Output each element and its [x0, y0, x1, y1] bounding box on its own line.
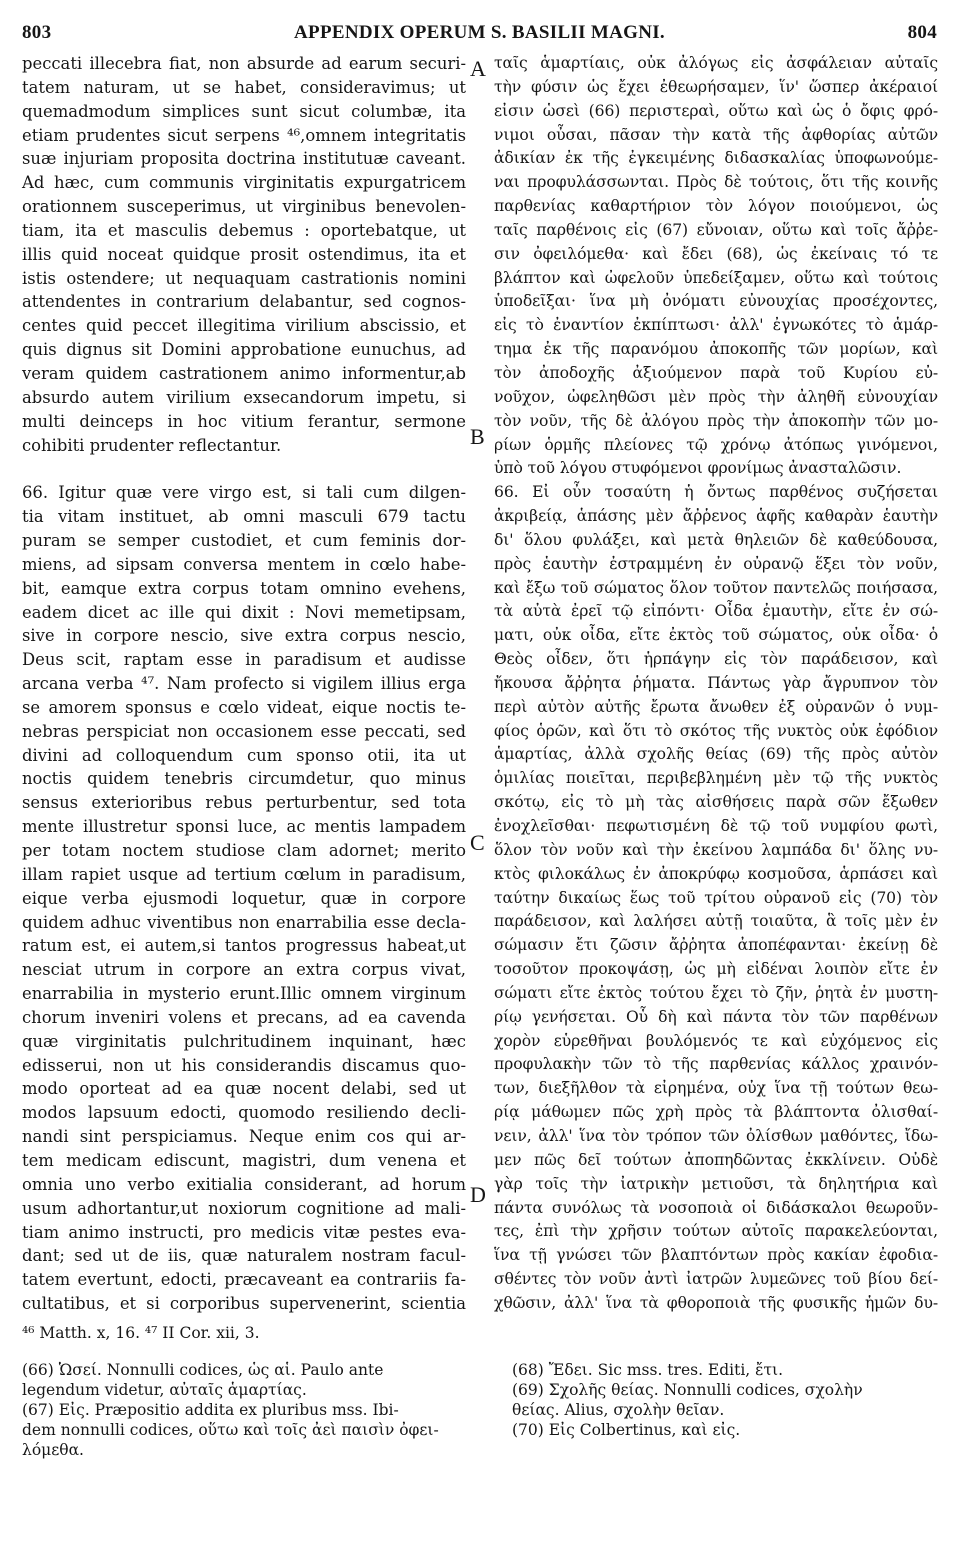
text-line: ὑποδεῖξαι· ἵνα μὴ ὀνόματι εὐνουχίας προσέχοντες,: [494, 292, 938, 311]
text-line: τὰ αὐτὰ ἐρεῖ τῷ εἰπόντι· Οἶδα ἐμαυτὴν, εἴτε ἐν σώ-: [494, 602, 938, 621]
text-line: centes quid peccet illegitima virilium abscissio, et: [22, 316, 466, 336]
text-line: τὸν νοῦν, τῆς δὲ ἀλόγου πρὸς τὴν ἀποκοπὴν τῶν μο-: [494, 411, 938, 430]
text-line: dant; sed ut de iis, quæ naturalem nostram facul-: [22, 1246, 466, 1266]
text-line: γὰρ τοῖς τὴν ἰατρικὴν μετιοῦσι, τὰ δηλητήρια καὶ: [494, 1174, 938, 1193]
text-line: attendentes in contrarium delabantur, sed cognos-: [22, 292, 466, 312]
text-line: edisserui, non ut his considerandis discamus quo-: [22, 1055, 466, 1075]
text-line: Θεὸς οἶδεν, ὅτι ἡρπάγην εἰς τὸν παράδεισον, καὶ: [494, 650, 938, 669]
text-line: quemadmodum simplices sunt sicut columbæ, ita: [22, 101, 466, 121]
text-line: multi deinceps in hoc vitium ferantur, sermone: [22, 411, 466, 431]
text-line: istis ostendere; ut nequaquam castrationis nomini: [22, 268, 466, 288]
text-line: περὶ αὐτὸν αὐτῆς ἔρωτα ἄνωθεν ἐξ οὐρανῶν ὁ νυμ-: [494, 697, 938, 716]
text-line: καὶ ἔξω τοῦ σώματος ὅλον τοῦτον παντελῶς ποιήσασα,: [494, 578, 938, 597]
footnote-line: (70) Εἰς Colbertinus, καὶ εἰς.: [512, 1421, 741, 1439]
text-line: 66. Igitur quæ vere virgo est, si tali cum dilgen-: [22, 483, 466, 503]
text-line: sive in corpore nescio, sive extra corpus nescio,: [22, 626, 466, 646]
text-line: absurdo autem virilium exsecandorum impetu, si: [22, 387, 466, 407]
footnote-line: (67) Εἰς. Præpositio addita ex pluribus mss. Ibi-: [22, 1401, 399, 1419]
text-line: δι' ὅλου φυλάξει, καὶ μετὰ θηλειῶν δὲ καθεύδουσα,: [494, 530, 938, 549]
text-line: τες, ἐπὶ τὴν χρῆσιν τούτων αὐτοῖς παρακελεύονται,: [494, 1222, 938, 1241]
text-line: ρίᾳ μάθωμεν πῶς χρὴ πρὸς τὰ βλάπτοντα ὀλισθαί-: [494, 1103, 938, 1122]
text-line: cohibiti prudenter reflectantur.: [22, 435, 282, 455]
text-line: τὸν ἀποδοχῆς ἀξιούμενον παρὰ τοῦ Κυρίου εὐ-: [494, 363, 938, 382]
text-line: ἵνα τῇ γνώσει τῶν βλαπτόντων πρὸς κακίαν ἐφοδια-: [494, 1246, 938, 1265]
text-line: chorum inveniri volens et precans, ad ea cavenda: [22, 1007, 466, 1027]
text-line: 66. Εἰ οὖν τοσαύτη ἡ ὄντως παρθένος συζήσεται: [494, 483, 938, 502]
text-line: σιν ὀφειλόμεθα· καὶ ἔδει (68), ὡς ἐκείναις τό τε: [494, 244, 938, 263]
text-line: illam rapiet usque ad tertium cœlum in paradisum,: [22, 864, 466, 884]
text-line: ταῖς παρθένοις εἰς (67) εὔνοιαν, οὕτω καὶ τοῖς ἄῤῥε-: [494, 220, 938, 239]
text-line: modo oporteat ad ea quæ nocent delabi, sed ut: [22, 1079, 466, 1099]
text-line: veram quidem castrationem animo informentur,ab: [22, 363, 466, 383]
scripture-footnotes: ⁴⁶ Matth. x, 16. ⁴⁷ II Cor. xii, 3.: [22, 1324, 260, 1342]
text-line: χορὸν εὑρεθῆναι βουλόμενός τε καὶ εὐχόμενος εἰς: [494, 1031, 938, 1050]
text-line: πάντα συνόλως τὰ νοσοποιὰ οἱ διδάσκαλοι θεωροῦν-: [494, 1198, 938, 1217]
text-line: εἰσιν ὡσεὶ (66) περιστεραὶ, οὕτω καὶ ὡς ὁ ὄφις φρό-: [494, 101, 938, 120]
text-line: πρὸς ἑαυτὴν ἐστραμμένη ἐν οὐρανῷ ἕξει τὸν νοῦν,: [494, 554, 938, 573]
text-line: ὅλον τὸν νοῦν καὶ τὴν ἐκείνου λαμπάδα δι' ὅλης νυ-: [494, 840, 938, 859]
text-line: noctis quidem tenebris circumdetur, quo minus: [22, 769, 466, 789]
text-line: etiam prudentes sicut serpens ⁴⁶,omnem integritatis: [22, 125, 466, 145]
text-line: ἐνοχλεῖσθαι· πεφωτισμένη δὲ τῷ τοῦ νυμφίου φωτὶ,: [494, 817, 938, 835]
footnote-line: (69) Σχολῆς θείας. Nonnulli codices, σχολὴν: [512, 1381, 863, 1399]
text-line: βλάπτον καὶ ὠφελοῦν ὑπεδείξαμεν, οὕτω καὶ τούτοις: [494, 268, 938, 287]
text-line: Deus scit, raptam esse in paradisum et audisse: [22, 650, 466, 670]
text-line: τημα ἐκ τῆς παρανόμου ἀποκοπῆς τῶν μορίων, καὶ: [494, 340, 938, 359]
text-line: σκότῳ, εἰς τὸ μὴ τὰς αἰσθήσεις παρὰ σῶν ἔξωθεν: [494, 793, 938, 812]
text-line: νειν, ἀλλ' ἵνα τὸν τρόπον τῶν ὀλίσθων μαθόντες, ἴδω-: [494, 1126, 938, 1145]
text-line: tiam, ita et masculis debemus : oportebatque, ut: [22, 220, 466, 240]
text-line: χθῶσιν, ἀλλ' ἵνα τὰ φθοροποιὰ τῆς φυσικῆς ἡμῶν δυ-: [494, 1293, 938, 1312]
page-number-right: 804: [907, 22, 937, 43]
text-line: divini ad colloquendum cum sponso otii, ita ut: [22, 745, 466, 765]
margin-letter-a: A: [470, 56, 486, 81]
text-line: ρίῳ γενήσεται. Οὗ δὴ καὶ πάντα τὸν τῶν παρθένων: [494, 1007, 938, 1026]
page-number-left: 803: [22, 22, 52, 43]
text-line: puram se semper custodiet, et cum feminis dor-: [22, 531, 466, 551]
greek-paragraph-1: [494, 52, 938, 481]
text-line: tem medicam ediscunt, magistri, dum venena et: [22, 1150, 466, 1170]
text-line: τὴν φύσιν ὡς ἔχει ἐθεωρήσαμεν, ἵν' ὥσπερ ἀκέραιοί: [494, 77, 938, 96]
text-line: Ad hæc, cum communis virginitatis expurgatricem: [22, 173, 466, 193]
footnotes-left: [22, 1360, 474, 1460]
text-line: παράδεισον, καὶ λαλήσει αὐτῇ τοιαῦτα, ἃ τοῖς μὲν ἐν: [494, 912, 938, 931]
text-line: miens, ad sipsam conversa mentem in cœlo habe-: [22, 554, 466, 574]
text-line: ratum est, ei autem,si tantos progressus habeat,ut: [22, 936, 466, 956]
text-line: quæ virginitatis pulchritudinem inquinant, hæc: [22, 1031, 466, 1051]
text-line: ἁμαρτίας, ἀλλὰ σχολῆς θείας (69) τῆς πρὸς αὐτὸν: [494, 745, 938, 764]
text-line: per totam noctem studiose clam adornet; merito: [22, 841, 466, 860]
text-line: νοῦχον, ὠφεληθῶσι μὲν πρὸς τὴν ἀληθῆ εὐνουχίαν: [494, 387, 938, 406]
text-line: peccati illecebra fiat, non absurde ad earum securi-: [22, 54, 466, 73]
footnotes-right: [512, 1360, 932, 1440]
text-line: omnia uno verbo exitialia considerant, ad horum: [22, 1174, 466, 1194]
text-line: nebras perspiciat non occasionem esse peccati, sed: [22, 721, 466, 741]
text-line: nesciat utrum in corpore an extra corpus vivat,: [22, 960, 466, 980]
text-line: sensus exterioribus rebus perturbentur, sed tota: [22, 793, 466, 813]
text-line: ναι προφυλάσσωνται. Πρὸς δὲ τούτοις, ὅτι τῆς κοινῆς: [494, 173, 938, 192]
text-line: των, διεξῆλθον τὰ εἰρημένα, οὐχ ἵνα τῇ τούτων θεω-: [494, 1079, 938, 1098]
text-line: ρίων ὁρμῆς πλείονες τῷ χρόνῳ ἀτόπως γινόμενοι,: [494, 435, 938, 454]
text-line: μεν πῶς δεῖ τούτων ἀποπηδῶντας ἐκκλίνειν. Οὐδὲ: [494, 1150, 938, 1169]
text-line: κτὸς φιλοκάλως ἐν ἀποκρύφῳ κοσμοῦσα, ἁρπάσει καὶ: [494, 864, 938, 883]
text-line: mente illustretur sponsi luce, ac mentis lampadem: [22, 817, 466, 837]
text-line: tiam animo instructi, pro medicis vitæ pestes eva-: [22, 1222, 466, 1242]
greek-paragraph-2: [494, 481, 938, 1316]
margin-letter-c: C: [470, 830, 485, 855]
text-line: ματι, οὐκ οἶδα, εἴτε ἐκτὸς τοῦ σώματος, οὐκ οἶδα· ὁ: [494, 626, 938, 645]
text-line: ἀκριβείᾳ, ἁπάσης μὲν ἄῤῥενος ἁφῆς καθαρὰν ἑαυτὴν: [494, 507, 938, 526]
text-line: ἀδικίαν ἐκ τῆς ἐγκειμένης διδασκαλίας ὑποφωνούμε-: [494, 149, 938, 168]
text-line: modos lapsuum edocti, quomodo resiliendo decli-: [22, 1103, 466, 1123]
text-line: illis quid noceat quidque prosit ostendimus, ita et: [22, 244, 466, 264]
text-line: eadem dicet ac ille qui dixit : Novi memetipsam,: [22, 602, 466, 622]
text-line: τοσοῦτον προκοψάσῃ, ὡς μὴ εἰδέναι λοιπὸν εἴτε ἐν: [494, 960, 938, 979]
footnote-line: (66) Ὡσεί. Nonnulli codices, ὡς αἱ. Paulo ante: [22, 1361, 384, 1379]
text-line: νιμοι οὖσαι, πᾶσαν τὴν κατὰ τῆς ἀφθορίας αὐτῶν: [494, 125, 938, 144]
text-line: bit, eamque extra corpus totam omnino evehens,: [22, 578, 466, 598]
text-line: eique verba ejusmodi loquetur, quæ in corpore: [22, 888, 466, 908]
latin-paragraph-1: [22, 52, 466, 457]
text-line: φίος ὁρῶν, καὶ ὅτι τὸ σκότος τῆς νυκτὸς οὐκ ἐφόδιον: [494, 721, 938, 740]
text-line: παρθενίας καθαρτήριον τὸν λόγον ποιούμενοι, ὡς: [494, 197, 938, 216]
text-line: quis dignus sit Domini approbatione eunuchus, ad: [22, 340, 466, 360]
greek-column: [494, 52, 938, 1316]
text-line: ταύτην δικαίως ἕως τοῦ τρίτου οὐρανοῦ εἰς (70) τὸν: [494, 888, 938, 907]
text-line: usum adhortantur,ut noxiorum cognitione ad mali-: [22, 1198, 466, 1218]
text-line: cultatibus, et si corporibus supervenerint, scientia: [22, 1294, 466, 1314]
text-line: ταῖς ἁμαρτίαις, οὐκ ἀλόγως εἰς ἀσφάλειαν αὐταῖς: [494, 54, 938, 72]
footnote-line: λόμεθα.: [22, 1441, 84, 1459]
footnote-line: θείας. Alius, σχολὴν θεῖαν.: [512, 1401, 725, 1419]
text-line: ὑπὸ τοῦ λόγου στυφόμενοι φρονίμως ἀνασταλῶσιν.: [494, 459, 902, 478]
text-line: nandi sint perspiciamus. Neque enim cos qui ar-: [22, 1127, 466, 1147]
text-line: σώματι εἴτε ἐκτὸς τούτου ἔχει τὸ ζῆν, ῥητὰ ἐν μυστη-: [494, 983, 938, 1002]
margin-letter-d: D: [470, 1182, 486, 1207]
text-line: εἰς τὸ ἐναντίον ἐκπίπτωσι· ἀλλ' ἐγνωκότες τὸ ἁμάρ-: [494, 316, 938, 335]
text-line: quidem adhuc viventibus non enarrabilia esse decla-: [22, 912, 466, 932]
text-line: arcana verba ⁴⁷. Nam profecto si vigilem illius erga: [22, 674, 466, 694]
text-line: tatem evertunt, edocti, præcaveant ea contrariis fa-: [22, 1270, 466, 1290]
text-line: προφυλακὴν τῶν τὸ τῆς παρθενίας κάλλος χραινόν-: [494, 1055, 938, 1074]
footnote-line: legendum videtur, αὐταῖς ἁμαρτίας.: [22, 1381, 307, 1399]
text-line: se amorem sponsus e cœlo videat, eique noctis te-: [22, 697, 466, 717]
latin-paragraph-2: [22, 481, 466, 1316]
footnote-line: (68) Ἔδει. Sic mss. tres. Editi, ἔτι.: [512, 1361, 784, 1379]
latin-column: [22, 52, 466, 1316]
text-line: tatem naturam, ut se habet, consideravimus; ut: [22, 77, 466, 97]
text-line: tia vitam instituet, ab omni masculi 679 tactu: [22, 507, 466, 527]
text-line: suæ injuriam proposita doctrina institutuæ caveant.: [22, 149, 466, 169]
running-title: APPENDIX OPERUM S. BASILII MAGNI.: [294, 22, 665, 43]
text-line: σθέντες τὸν νοῦν ἀντὶ ἰατρῶν λυμεῶνες τοῦ βίου δεί-: [494, 1270, 938, 1289]
page-header: [22, 16, 937, 50]
text-line: enarrabilia in mysterio erunt.Illic omnem virginum: [22, 984, 466, 1004]
footnote-line: dem nonnulli codices, οὕτω καὶ τοῖς ἀεὶ παισὶν ὀφει-: [22, 1421, 439, 1439]
text-line: orationnem susceperimus, ut virginibus benevolen-: [22, 197, 466, 217]
text-line: ἤκουσα ἄῤῥητα ῥήματα. Πάντως γὰρ ἄγρυπνον τὸν: [494, 673, 938, 692]
margin-letter-b: B: [470, 424, 485, 449]
text-line: σώμασιν ἔτι ζῶσιν ἄῤῥητα ἀποπέφανται· ἐκείνῃ δὲ: [494, 936, 938, 955]
text-line: ὁμιλίας ποιεῖται, περιβεβλημένη μὲν τῷ τῆς νυκτὸς: [494, 769, 938, 788]
